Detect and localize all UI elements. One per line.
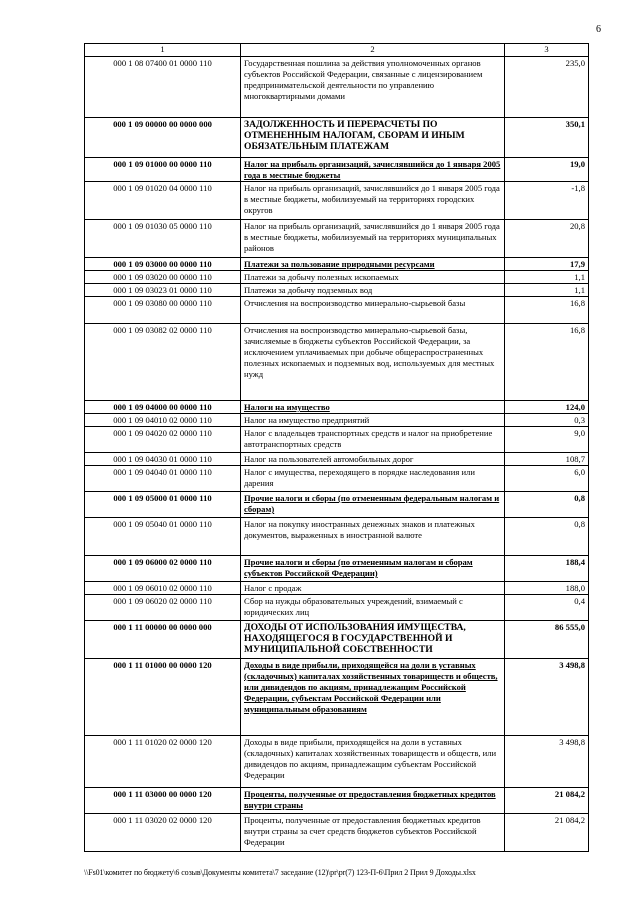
row-sum-cell: 0,3 — [505, 414, 589, 427]
row-code-cell: 000 1 09 01030 05 0000 110 — [85, 220, 241, 258]
row-name-cell: Платежи за добычу подземных вод — [241, 284, 505, 297]
table-row — [85, 582, 589, 595]
row-sum-cell: 350,1 — [505, 118, 589, 158]
row-sum-cell: 235,0 — [505, 57, 589, 118]
table-row — [85, 158, 589, 182]
row-code-cell: 000 1 09 03023 01 0000 110 — [85, 284, 241, 297]
table-header-row — [85, 44, 589, 57]
row-code-cell: 000 1 09 04040 01 0000 110 — [85, 466, 241, 492]
column-header-name: 2 — [241, 44, 505, 57]
table-row — [85, 466, 589, 492]
file-path-footer: \\Fs01\комитет по бюджету\6 созыв\Документы комитета\7 заседание (12)\pr\pr(7) 123-П-6\Прил 2 Прил 9 Доходы.xlsx — [84, 868, 476, 877]
table-row — [85, 659, 589, 736]
row-name-cell: Налог на прибыль организаций, зачислявшийся до 1 января 2005 года в местные бюджеты, мобилизуемый на территориях муниципальных районов — [241, 220, 505, 258]
row-name-cell: Налог на покупку иностранных денежных знаков и платежных документов, выраженных в иностранной валюте — [241, 518, 505, 556]
column-header-code: 1 — [85, 44, 241, 57]
row-code-cell: 000 1 09 03020 00 0000 110 — [85, 271, 241, 284]
row-sum-cell: 17,9 — [505, 258, 589, 271]
table-row — [85, 736, 589, 788]
row-code-cell: 000 1 09 06020 02 0000 110 — [85, 595, 241, 621]
table-row — [85, 621, 589, 659]
row-code-cell: 000 1 09 00000 00 0000 000 — [85, 118, 241, 158]
row-sum-cell: 16,8 — [505, 297, 589, 324]
row-sum-cell: 21 084,2 — [505, 814, 589, 852]
row-sum-cell: 3 498,8 — [505, 736, 589, 788]
row-name-cell: Платежи за пользование природными ресурсами — [241, 258, 505, 271]
column-header-sum: 3 — [505, 44, 589, 57]
row-name-cell: Налог с продаж — [241, 582, 505, 595]
table-row — [85, 57, 589, 118]
row-sum-cell: 124,0 — [505, 401, 589, 414]
row-sum-cell: 3 498,8 — [505, 659, 589, 736]
row-name-cell: Налог на прибыль организаций, зачислявшийся до 1 января 2005 года в местные бюджеты, мобилизуемый на территориях городских округов — [241, 182, 505, 220]
row-sum-cell: 0,8 — [505, 518, 589, 556]
row-name-cell: Прочие налоги и сборы (по отмененным федеральным налогам и сборам) — [241, 492, 505, 518]
row-name-cell: Прочие налоги и сборы (по отмененным налогам и сборам субъектов Российской Федерации) — [241, 556, 505, 582]
row-name-cell: Отчисления на воспроизводство минерально-сырьевой базы — [241, 297, 505, 324]
table-row — [85, 788, 589, 814]
table-row — [85, 271, 589, 284]
row-sum-cell: 1,1 — [505, 284, 589, 297]
row-name-cell: ЗАДОЛЖЕННОСТЬ И ПЕРЕРАСЧЕТЫ ПО ОТМЕНЕННЫМ НАЛОГАМ, СБОРАМ И ИНЫМ ОБЯЗАТЕЛЬНЫМ ПЛАТЕЖАМ — [241, 118, 505, 158]
page-number: 6 — [596, 24, 601, 35]
row-sum-cell: 9,0 — [505, 427, 589, 453]
row-code-cell: 000 1 09 03000 00 0000 110 — [85, 258, 241, 271]
row-code-cell: 000 1 09 04010 02 0000 110 — [85, 414, 241, 427]
row-code-cell: 000 1 11 01020 02 0000 120 — [85, 736, 241, 788]
row-code-cell: 000 1 11 01000 00 0000 120 — [85, 659, 241, 736]
row-name-cell: Сбор на нужды образовательных учреждений, взимаемый с юридических лиц — [241, 595, 505, 621]
row-name-cell: Налог на прибыль организаций, зачислявшийся до 1 января 2005 года в местные бюджеты — [241, 158, 505, 182]
row-name-cell: Налог на имущество предприятий — [241, 414, 505, 427]
row-sum-cell: 21 084,2 — [505, 788, 589, 814]
row-sum-cell: 6,0 — [505, 466, 589, 492]
row-sum-cell: 1,1 — [505, 271, 589, 284]
row-name-cell: Налоги на имущество — [241, 401, 505, 414]
row-code-cell: 000 1 09 01000 00 0000 110 — [85, 158, 241, 182]
row-sum-cell: 188,0 — [505, 582, 589, 595]
row-code-cell: 000 1 09 03080 00 0000 110 — [85, 297, 241, 324]
row-name-cell: ДОХОДЫ ОТ ИСПОЛЬЗОВАНИЯ ИМУЩЕСТВА, НАХОДЯЩЕГОСЯ В ГОСУДАРСТВЕННОЙ И МУНИЦИПАЛЬНОЙ СОБСТВЕННОСТИ — [241, 621, 505, 659]
row-code-cell: 000 1 11 00000 00 0000 000 — [85, 621, 241, 659]
row-name-cell: Проценты, полученные от предоставления бюджетных кредитов внутри страны за счет средств бюджетов субъектов Российской Федерации — [241, 814, 505, 852]
row-sum-cell: 16,8 — [505, 324, 589, 401]
table-row — [85, 492, 589, 518]
row-name-cell: Доходы в виде прибыли, приходящейся на доли в уставных (складочных) капиталах хозяйственных товариществ и обществ, или дивидендов по акциям, принадлежащим субъектам Российской Федерации — [241, 736, 505, 788]
row-code-cell: 000 1 09 04030 01 0000 110 — [85, 453, 241, 466]
table-row — [85, 284, 589, 297]
table-row — [85, 814, 589, 852]
table-row — [85, 258, 589, 271]
row-code-cell: 000 1 09 01020 04 0000 110 — [85, 182, 241, 220]
row-sum-cell: 108,7 — [505, 453, 589, 466]
row-name-cell: Налог с владельцев транспортных средств и налог на приобретение автотранспортных средств — [241, 427, 505, 453]
table-row — [85, 595, 589, 621]
row-code-cell: 000 1 11 03020 02 0000 120 — [85, 814, 241, 852]
table-row — [85, 297, 589, 324]
table-row — [85, 182, 589, 220]
row-sum-cell: 188,4 — [505, 556, 589, 582]
row-sum-cell: 20,8 — [505, 220, 589, 258]
row-code-cell: 000 1 09 03082 02 0000 110 — [85, 324, 241, 401]
row-code-cell: 000 1 09 04000 00 0000 110 — [85, 401, 241, 414]
table-row — [85, 324, 589, 401]
table-row — [85, 414, 589, 427]
revenue-table — [84, 43, 589, 852]
table-row — [85, 453, 589, 466]
row-name-cell: Платежи за добычу полезных ископаемых — [241, 271, 505, 284]
row-code-cell: 000 1 09 06010 02 0000 110 — [85, 582, 241, 595]
row-code-cell: 000 1 11 03000 00 0000 120 — [85, 788, 241, 814]
row-name-cell: Налог на пользователей автомобильных дорог — [241, 453, 505, 466]
row-code-cell: 000 1 09 06000 02 0000 110 — [85, 556, 241, 582]
row-sum-cell: 19,0 — [505, 158, 589, 182]
table-row — [85, 401, 589, 414]
row-sum-cell: 0,4 — [505, 595, 589, 621]
table-row — [85, 427, 589, 453]
row-sum-cell: -1,8 — [505, 182, 589, 220]
row-name-cell: Доходы в виде прибыли, приходящейся на доли в уставных (складочных) капиталах хозяйственных товариществ и обществ, или дивидендов по акциям, принадлежащим Российской Федерации, субъектам Российской Федерации или муниципальным образованиям — [241, 659, 505, 736]
table-row — [85, 556, 589, 582]
row-code-cell: 000 1 08 07400 01 0000 110 — [85, 57, 241, 118]
row-name-cell: Налог с имущества, переходящего в порядке наследования или дарения — [241, 466, 505, 492]
row-name-cell: Государственная пошлина за действия уполномоченных органов субъектов Российской Федерации, связанные с лицензированием предпринимательской деятельности по управлению многоквартирными домами — [241, 57, 505, 118]
table-row — [85, 118, 589, 158]
table-row — [85, 518, 589, 556]
row-code-cell: 000 1 09 04020 02 0000 110 — [85, 427, 241, 453]
table-row — [85, 220, 589, 258]
row-sum-cell: 0,8 — [505, 492, 589, 518]
row-name-cell: Отчисления на воспроизводство минерально-сырьевой базы, зачисляемые в бюджеты субъектов Российской Федерации, за исключением уплачиваемых при добыче общераспространенных полезных ископаемых и подземных вод, используемых для местных нужд — [241, 324, 505, 401]
row-code-cell: 000 1 09 05040 01 0000 110 — [85, 518, 241, 556]
row-code-cell: 000 1 09 05000 01 0000 110 — [85, 492, 241, 518]
row-sum-cell: 86 555,0 — [505, 621, 589, 659]
row-name-cell: Проценты, полученные от предоставления бюджетных кредитов внутри страны — [241, 788, 505, 814]
